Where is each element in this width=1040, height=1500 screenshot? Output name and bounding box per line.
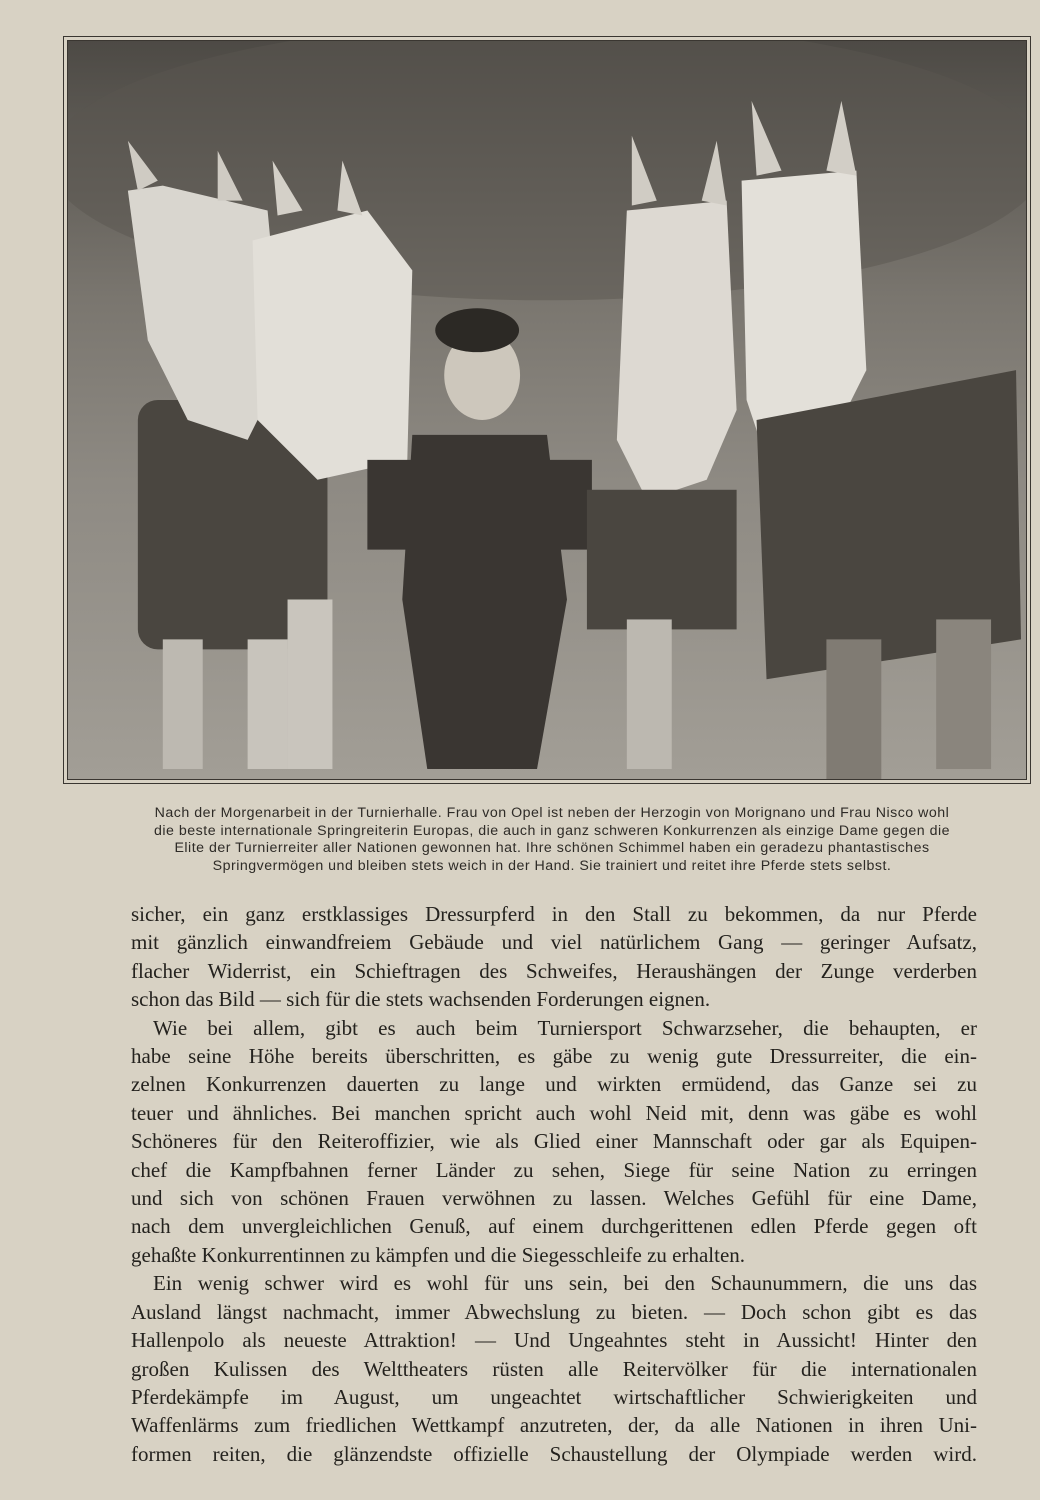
text-line: Pferdekämpfe im August, um ungeachtet wirtschaftlicher Schwierigkeiten und: [131, 1384, 977, 1409]
text-line: habe seine Höhe bereits überschritten, es gäbe zu wenig gute Dressurreiter, die ein-: [131, 1044, 977, 1069]
text-line: flacher Widerrist, ein Schieftragen des Schweifes, Heraushängen der Zunge verderben: [131, 958, 977, 983]
caption-line: Nach der Morgenarbeit in der Turnierhalle. Frau von Opel ist neben der Herzogin von Morignano und Frau Nisco wohl: [154, 805, 950, 821]
text-line: Ausland längst nachmacht, immer Abwechslung zu bieten. — Doch schon gibt es das: [131, 1299, 977, 1324]
caption-line: die beste internationale Springreiterin Europas, die auch in ganz schweren Konkurrenzen als einzige Dame gegen die: [154, 822, 950, 839]
text-line: nach dem unvergleichlichen Genuß, auf einem durchgerittenen edlen Pferde gegen oft: [131, 1214, 977, 1239]
text-line: Schöneres für den Reiteroffizier, wie als Glied einer Mannschaft oder gar als Equipen-: [131, 1129, 977, 1154]
text-line: zelnen Konkurrenzen dauerten zu lange und wirkten ermüdend, das Ganze sei zu: [131, 1072, 977, 1097]
text-line: schon das Bild — sich für die stets wachsenden Forderungen eignen.: [131, 987, 711, 1012]
text-line: Waffenlärms zum friedlichen Wettkampf anzutreten, der, da alle Nationen in ihren Uni-: [131, 1413, 977, 1438]
photo-caption: [72, 805, 1032, 875]
text-line: und sich von schönen Frauen verwöhnen zu lassen. Welches Gefühl für eine Dame,: [131, 1186, 977, 1211]
photo-frame: [63, 36, 1031, 784]
article-body: [131, 900, 977, 1468]
text-line: teuer und ähnliches. Bei manchen spricht auch wohl Neid mit, denn was gäbe es wohl: [131, 1100, 977, 1125]
text-line: sicher, ein ganz erstklassiges Dressurpferd in den Stall zu bekommen, da nur Pferde: [131, 902, 977, 926]
text-line: Ein wenig schwer wird es wohl für uns sein, bei den Schaunummern, die uns das: [153, 1271, 977, 1296]
text-line: gehaßte Konkurrentinnen zu kämpfen und die Siegesschleife zu erhalten.: [131, 1242, 746, 1267]
text-line: formen reiten, die glänzendste offizielle Schaustellung der Olympiade werden wird.: [131, 1441, 977, 1466]
text-line: Hallenpolo als neueste Attraktion! — Und Ungeahntes steht in Aussicht! Hinter den: [131, 1328, 977, 1353]
photo-horses-rider: [67, 40, 1027, 780]
paragraph-1: [131, 900, 977, 1014]
text-line: mit gänzlich einwandfreiem Gebäude und viel natürlichem Gang — geringer Aufsatz,: [131, 930, 977, 955]
text-line: chef die Kampfbahnen ferner Länder zu sehen, Siege für seine Nation zu erringen: [131, 1157, 977, 1182]
text-line: Wie bei allem, gibt es auch beim Turniersport Schwarzseher, die behaupten, er: [153, 1015, 977, 1040]
text-line: großen Kulissen des Welttheaters rüsten alle Reitervölker für die internationalen: [131, 1356, 977, 1381]
paragraph-2: [131, 1014, 977, 1270]
paragraph-3: [131, 1269, 977, 1468]
photo-illustration: [68, 41, 1026, 779]
caption-line: Springvermögen und bleiben stets weich in der Hand. Sie trainiert und reitet ihre Pferde stets selbst.: [212, 857, 892, 874]
caption-line: Elite der Turnierreiter aller Nationen gewonnen hat. Ihre schönen Schimmel haben ein geradezu phantastisches: [174, 840, 930, 856]
